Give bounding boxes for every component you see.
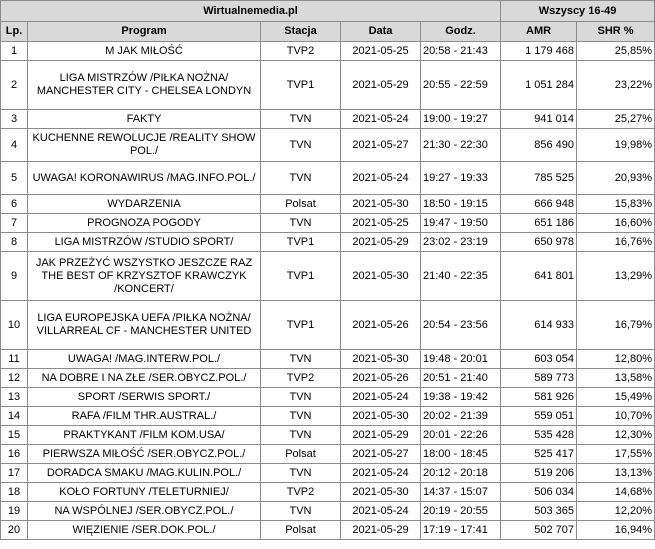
broadcast-date: 2021-05-30 [341, 195, 421, 214]
table-row [1, 301, 655, 350]
broadcast-time: 20:58 - 21:43 [421, 42, 501, 61]
table-row [1, 483, 655, 502]
row-number: 17 [1, 464, 28, 483]
row-number: 9 [1, 252, 28, 301]
share-value: 16,79% [577, 301, 655, 350]
program-name: NA WSPÓLNEJ /SER.OBYCZ.POL./ [28, 502, 261, 521]
amr-value: 502 707 [501, 521, 577, 540]
amr-value: 506 034 [501, 483, 577, 502]
broadcast-date: 2021-05-24 [341, 388, 421, 407]
row-number: 10 [1, 301, 28, 350]
broadcast-date: 2021-05-25 [341, 214, 421, 233]
broadcast-date: 2021-05-29 [341, 61, 421, 110]
share-value: 25,27% [577, 110, 655, 129]
group-header: Wszyscy 16-49 [501, 1, 655, 22]
table-row [1, 369, 655, 388]
row-number: 5 [1, 162, 28, 195]
broadcast-time: 20:12 - 20:18 [421, 464, 501, 483]
amr-value: 1 051 284 [501, 61, 577, 110]
station: TVP1 [261, 233, 341, 252]
broadcast-date: 2021-05-30 [341, 350, 421, 369]
share-value: 16,60% [577, 214, 655, 233]
share-value: 25,85% [577, 42, 655, 61]
share-value: 14,68% [577, 483, 655, 502]
column-header-godz: Godz. [421, 22, 501, 42]
station: TVN [261, 162, 341, 195]
table-row [1, 464, 655, 483]
share-value: 15,83% [577, 195, 655, 214]
program-name: NA DOBRE I NA ZŁE /SER.OBYCZ.POL./ [28, 369, 261, 388]
share-value: 10,70% [577, 407, 655, 426]
table-row [1, 502, 655, 521]
program-name: UWAGA! KORONAWIRUS /MAG.INFO.POL./ [28, 162, 261, 195]
station: TVP1 [261, 252, 341, 301]
amr-value: 519 206 [501, 464, 577, 483]
station: TVP1 [261, 61, 341, 110]
station: Polsat [261, 445, 341, 464]
column-header-program: Program [28, 22, 261, 42]
row-number: 6 [1, 195, 28, 214]
share-value: 19,98% [577, 129, 655, 162]
column-header-data: Data [341, 22, 421, 42]
amr-value: 651 186 [501, 214, 577, 233]
broadcast-time: 19:00 - 19:27 [421, 110, 501, 129]
broadcast-time: 19:38 - 19:42 [421, 388, 501, 407]
share-value: 12,20% [577, 502, 655, 521]
table-row [1, 195, 655, 214]
share-value: 15,49% [577, 388, 655, 407]
table-row [1, 407, 655, 426]
broadcast-date: 2021-05-30 [341, 252, 421, 301]
program-name: FAKTY [28, 110, 261, 129]
row-number: 11 [1, 350, 28, 369]
column-header-row [1, 22, 655, 42]
row-number: 1 [1, 42, 28, 61]
station: TVP2 [261, 483, 341, 502]
broadcast-time: 17:19 - 17:41 [421, 521, 501, 540]
table-row [1, 350, 655, 369]
broadcast-time: 21:30 - 22:30 [421, 129, 501, 162]
share-value: 16,76% [577, 233, 655, 252]
amr-value: 503 365 [501, 502, 577, 521]
amr-value: 856 490 [501, 129, 577, 162]
program-name: RAFA /FILM THR.AUSTRAL./ [28, 407, 261, 426]
broadcast-time: 20:19 - 20:55 [421, 502, 501, 521]
table-row [1, 129, 655, 162]
broadcast-date: 2021-05-29 [341, 521, 421, 540]
amr-value: 603 054 [501, 350, 577, 369]
station: TVN [261, 426, 341, 445]
amr-value: 941 014 [501, 110, 577, 129]
broadcast-date: 2021-05-29 [341, 426, 421, 445]
amr-value: 589 773 [501, 369, 577, 388]
amr-value: 525 417 [501, 445, 577, 464]
broadcast-date: 2021-05-24 [341, 464, 421, 483]
station: Polsat [261, 195, 341, 214]
table-row [1, 162, 655, 195]
row-number: 7 [1, 214, 28, 233]
station: TVN [261, 464, 341, 483]
program-name: KOŁO FORTUNY /TELETURNIEJ/ [28, 483, 261, 502]
program-name: SPORT /SERWIS SPORT./ [28, 388, 261, 407]
station: TVN [261, 214, 341, 233]
station: TVN [261, 350, 341, 369]
table-row [1, 214, 655, 233]
table-row [1, 233, 655, 252]
column-header-stacja: Stacja [261, 22, 341, 42]
column-header-amr: AMR [501, 22, 577, 42]
program-name: UWAGA! /MAG.INTERW.POL./ [28, 350, 261, 369]
share-value: 12,30% [577, 426, 655, 445]
table-row [1, 42, 655, 61]
row-number: 8 [1, 233, 28, 252]
broadcast-date: 2021-05-24 [341, 502, 421, 521]
column-header-lp: Lp. [1, 22, 28, 42]
amr-value: 581 926 [501, 388, 577, 407]
share-value: 13,29% [577, 252, 655, 301]
station: TVN [261, 110, 341, 129]
broadcast-date: 2021-05-26 [341, 301, 421, 350]
amr-value: 535 428 [501, 426, 577, 445]
row-number: 4 [1, 129, 28, 162]
header-row-top [1, 1, 655, 22]
broadcast-date: 2021-05-27 [341, 445, 421, 464]
program-name: PIERWSZA MIŁOŚĆ /SER.OBYCZ.POL./ [28, 445, 261, 464]
row-number: 18 [1, 483, 28, 502]
broadcast-date: 2021-05-30 [341, 407, 421, 426]
broadcast-time: 23:02 - 23:19 [421, 233, 501, 252]
broadcast-time: 20:55 - 22:59 [421, 61, 501, 110]
broadcast-time: 20:51 - 21:40 [421, 369, 501, 388]
broadcast-time: 20:02 - 21:39 [421, 407, 501, 426]
broadcast-date: 2021-05-25 [341, 42, 421, 61]
row-number: 13 [1, 388, 28, 407]
station: TVP1 [261, 301, 341, 350]
broadcast-time: 21:40 - 22:35 [421, 252, 501, 301]
broadcast-time: 14:37 - 15:07 [421, 483, 501, 502]
program-name: M JAK MIŁOŚĆ [28, 42, 261, 61]
program-name: PROGNOZA POGODY [28, 214, 261, 233]
share-value: 13,58% [577, 369, 655, 388]
share-value: 17,55% [577, 445, 655, 464]
row-number: 15 [1, 426, 28, 445]
program-name: WYDARZENIA [28, 195, 261, 214]
station: TVN [261, 129, 341, 162]
program-name: LIGA EUROPEJSKA UEFA /PIŁKA NOŻNA/ VILLARREAL CF - MANCHESTER UNITED [28, 301, 261, 350]
amr-value: 559 051 [501, 407, 577, 426]
program-name: LIGA MISTRZÓW /STUDIO SPORT/ [28, 233, 261, 252]
share-value: 23,22% [577, 61, 655, 110]
row-number: 12 [1, 369, 28, 388]
broadcast-time: 18:00 - 18:45 [421, 445, 501, 464]
program-name: PRAKTYKANT /FILM KOM.USA/ [28, 426, 261, 445]
column-header-shr: SHR % [577, 22, 655, 42]
station: TVP2 [261, 42, 341, 61]
program-name: LIGA MISTRZÓW /PIŁKA NOŻNA/ MANCHESTER CITY - CHELSEA LONDYN [28, 61, 261, 110]
amr-value: 666 948 [501, 195, 577, 214]
share-value: 16,94% [577, 521, 655, 540]
row-number: 3 [1, 110, 28, 129]
table-body [1, 42, 655, 540]
program-name: KUCHENNE REWOLUCJE /REALITY SHOW POL./ [28, 129, 261, 162]
station: Polsat [261, 521, 341, 540]
station: TVP2 [261, 369, 341, 388]
amr-value: 650 978 [501, 233, 577, 252]
table-row [1, 445, 655, 464]
table-row [1, 252, 655, 301]
amr-value: 1 179 468 [501, 42, 577, 61]
table-row [1, 426, 655, 445]
station: TVN [261, 388, 341, 407]
row-number: 16 [1, 445, 28, 464]
row-number: 19 [1, 502, 28, 521]
broadcast-date: 2021-05-26 [341, 369, 421, 388]
station: TVN [261, 502, 341, 521]
row-number: 2 [1, 61, 28, 110]
broadcast-date: 2021-05-27 [341, 129, 421, 162]
station: TVN [261, 407, 341, 426]
amr-value: 785 525 [501, 162, 577, 195]
table-row [1, 521, 655, 540]
broadcast-date: 2021-05-29 [341, 233, 421, 252]
broadcast-time: 19:48 - 20:01 [421, 350, 501, 369]
table-row [1, 110, 655, 129]
broadcast-date: 2021-05-24 [341, 162, 421, 195]
amr-value: 641 801 [501, 252, 577, 301]
table-row [1, 388, 655, 407]
broadcast-date: 2021-05-30 [341, 483, 421, 502]
broadcast-time: 20:01 - 22:26 [421, 426, 501, 445]
program-name: JAK PRZEŻYĆ WSZYSTKO JESZCZE RAZ THE BEST OF KRZYSZTOF KRAWCZYK /KONCERT/ [28, 252, 261, 301]
table-row [1, 61, 655, 110]
broadcast-time: 19:27 - 19:33 [421, 162, 501, 195]
share-value: 12,80% [577, 350, 655, 369]
row-number: 20 [1, 521, 28, 540]
row-number: 14 [1, 407, 28, 426]
broadcast-time: 20:54 - 23:56 [421, 301, 501, 350]
broadcast-time: 19:47 - 19:50 [421, 214, 501, 233]
share-value: 13,13% [577, 464, 655, 483]
program-name: WIĘZIENIE /SER.DOK.POL./ [28, 521, 261, 540]
amr-value: 614 933 [501, 301, 577, 350]
share-value: 20,93% [577, 162, 655, 195]
broadcast-time: 18:50 - 19:15 [421, 195, 501, 214]
broadcast-date: 2021-05-24 [341, 110, 421, 129]
program-name: DORADCA SMAKU /MAG.KULIN.POL./ [28, 464, 261, 483]
source-header: Wirtualnemedia.pl [1, 1, 501, 22]
